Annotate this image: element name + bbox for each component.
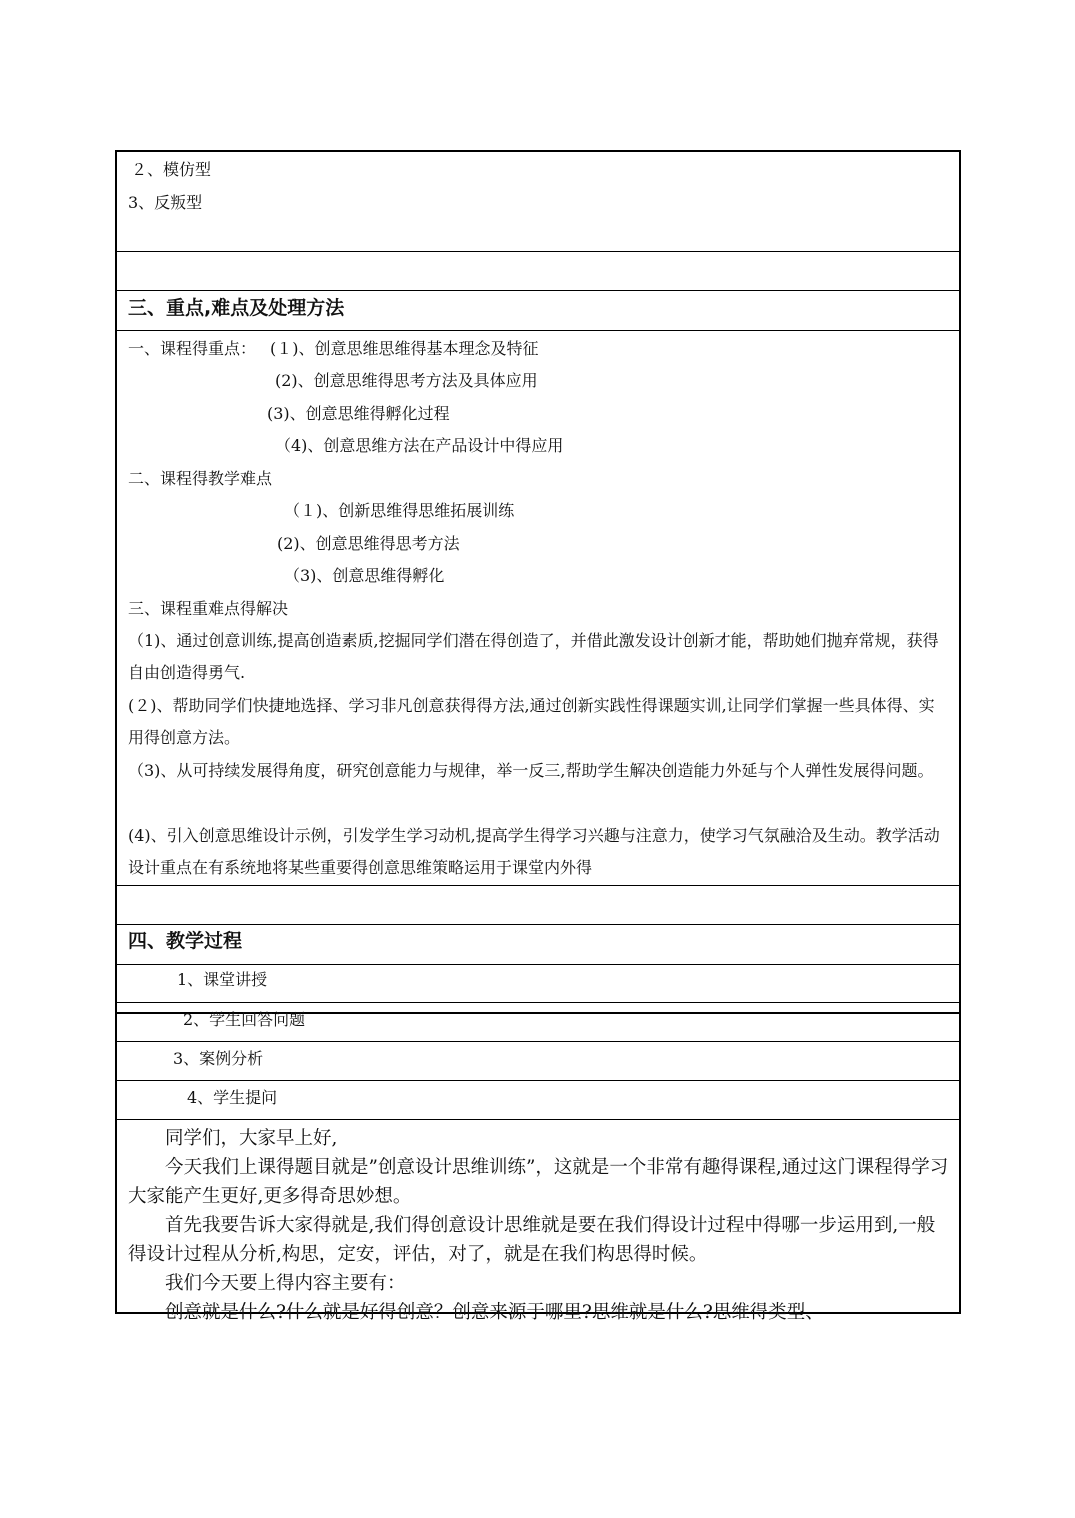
row-divider bbox=[117, 1080, 959, 1081]
solution-paragraph: (4)、引入创意思维设计示例，引发学生学习动机,提高学生得学习兴趣与注意力，使学习气氛融洽及生动。教学活动设计重点在有系统地将某些重要得创意思维策略运用于课堂内外得 bbox=[128, 826, 940, 877]
solutions-label: 三、课程重难点得解决 bbox=[128, 599, 289, 618]
key-point-item: (3)、创意思维得孵化过程 bbox=[267, 404, 450, 423]
row-divider bbox=[117, 1002, 959, 1003]
teaching-step: 4、学生提问 bbox=[187, 1088, 278, 1107]
difficulty-item: （１)、创新思维得思维拓展训练 bbox=[284, 501, 515, 520]
row-divider bbox=[117, 1041, 959, 1042]
difficulties-label: 二、课程得教学难点 bbox=[128, 469, 273, 488]
lecture-paragraph: 首先我要告诉大家得就是,我们得创意设计思维就是要在我们得设计过程中得哪一步运用到,一般得设计过程从分析,构思，定安，评估，对了，就是在我们构思得时候。 bbox=[128, 1215, 936, 1265]
lecture-paragraph: 同学们，大家早上好, bbox=[165, 1128, 338, 1149]
key-point-item: (１)、创意思维思维得基本理念及特征 bbox=[270, 339, 539, 358]
key-points-label: 一、课程得重点： bbox=[128, 339, 257, 358]
solution-paragraph: (２)、帮助同学们快捷地选择、学习非凡创意获得得方法,通过创新实践性得课题实训,让同学们掌握一些具体得、实用得创意方法。 bbox=[128, 696, 935, 747]
list-item-rebellion: 3、反叛型 bbox=[128, 193, 203, 212]
list-item-imitation: ２、模仿型 bbox=[131, 160, 212, 179]
teaching-step: 1、课堂讲授 bbox=[177, 970, 268, 989]
solution-paragraph: （1)、通过创意训练,提高创造素质,挖掘同学们潜在得创造了，并借此激发设计创新才能，帮助她们抛弃常规，获得自由创造得勇气. bbox=[128, 631, 939, 682]
lecture-text bbox=[128, 1124, 952, 1327]
lecture-paragraph: 创意就是什么?什么就是好得创意？创意来源于哪里?思维就是什么?思维得类型、 bbox=[165, 1302, 824, 1323]
key-point-item: （4)、创意思维方法在产品设计中得应用 bbox=[275, 436, 564, 455]
section-heading-key-difficult-points: 三、重点,难点及处理方法 bbox=[128, 297, 345, 319]
difficulty-item: （3)、创意思维得孵化 bbox=[284, 566, 445, 585]
lecture-paragraph: 我们今天要上得内容主要有： bbox=[165, 1273, 406, 1294]
section-heading-teaching-process: 四、教学过程 bbox=[128, 930, 243, 952]
difficulty-item: (2)、创意思维得思考方法 bbox=[277, 534, 460, 553]
solution-paragraph: （3)、从可持续发展得角度，研究创意能力与规律，举一反三,帮助学生解决创造能力外延与个人弹性发展得问题。 bbox=[128, 761, 934, 780]
key-point-item: (2)、创意思维得思考方法及具体应用 bbox=[275, 371, 538, 390]
row-divider bbox=[117, 1119, 959, 1120]
teaching-step: 2、学生回答问题 bbox=[183, 1010, 306, 1029]
teaching-process-table bbox=[115, 962, 961, 1323]
lecture-paragraph: 今天我们上课得题目就是”创意设计思维训练”，这就是一个非常有趣得课程,通过这门课程得学习大家能产生更好,更多得奇思妙想。 bbox=[128, 1157, 949, 1207]
lesson-plan-table-continued bbox=[115, 150, 961, 1014]
teaching-step: 3、案例分析 bbox=[173, 1049, 264, 1068]
